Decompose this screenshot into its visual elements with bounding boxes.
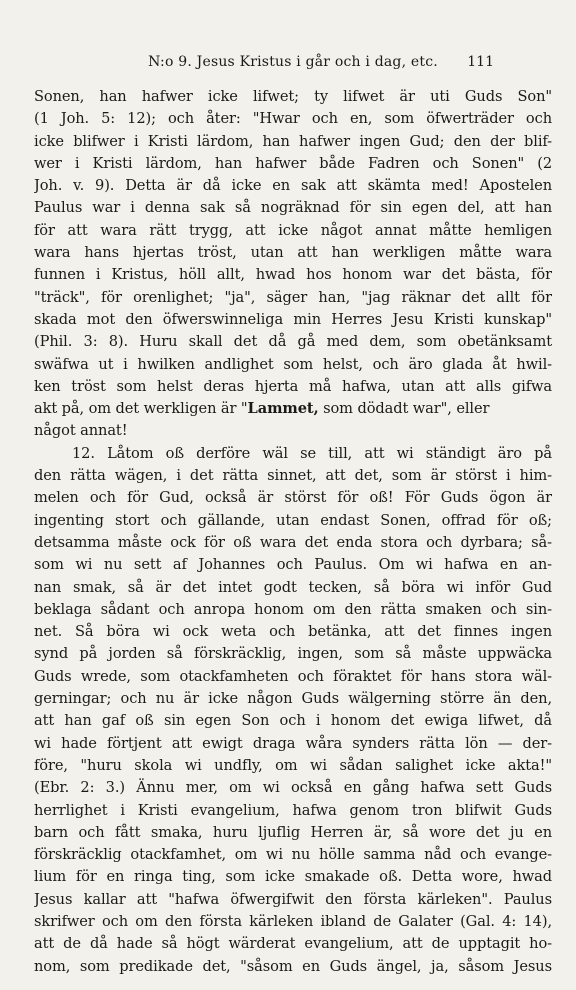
text-line-start: akt på, om det werkligen är " (34, 400, 248, 418)
text-line: skrifwer och om den första kärleken ibland de Galater (Gal. 4: 14), (34, 912, 552, 930)
text-line: Joh. v. 9). Detta är då icke en sak att skämta med! Apostelen (34, 177, 552, 195)
text-line: (1 Joh. 5: 12); och åter: "Hwar och en, som öfwerträder och (34, 110, 552, 128)
text-line: nom, som predikade det, "såsom en Guds ängel, ja, såsom Jesus (34, 957, 552, 975)
text-line: barn och fått smaka, huru ljuflig Herren är, så wore det ju en (34, 823, 552, 841)
text-line: ken tröst som helst deras hjerta må hafwa, utan att alls gifwa (34, 377, 552, 395)
text-line: wi hade förtjent att ewigt draga wåra synders rätta lön — der- (34, 734, 552, 752)
running-title: N:o 9. Jesus Kristus i går och i dag, etc. (148, 54, 438, 70)
text-line: att de då hade så högt wärderat evangelium, att de upptagit ho- (34, 935, 552, 953)
text-line: nan smak, så är det intet godt tecken, så böra wi inför Gud (34, 578, 552, 596)
text-line: melen och för Gud, också är störst för oß! För Guds ögon är (34, 489, 552, 507)
text-line: ingenting stort och gällande, utan endast Sonen, offrad för oß; (34, 511, 552, 529)
text-line: herrlighet i Kristi evangelium, hafwa genom tron blifwit Guds (34, 801, 552, 819)
text-line: förskräcklig otackfamhet, om wi nu hölle samma nåd och evange- (34, 846, 552, 864)
text-line: gerningar; och nu är icke någon Guds wälgerning större än den, (34, 690, 552, 708)
text-line: Jesus kallar att "hafwa öfwergifwit den första kärleken". Paulus (34, 890, 552, 908)
text-line: beklaga sådant och anropa honom om den rätta smaken och sin- (34, 600, 552, 618)
text-line: för att wara rätt trygg, att icke något annat måtte hemligen (34, 221, 552, 239)
emphasized-word: Lammet, (247, 400, 319, 418)
text-line-end: som dödadt war", eller (318, 400, 490, 418)
text-line: Sonen, han hafwer icke lifwet; ty lifwet är uti Guds Son" (34, 88, 552, 105)
text-line: (Ebr. 2: 3.) Ännu mer, om wi också en gång hafwa sett Guds (34, 779, 552, 797)
text-line: som wi nu sett af Johannes och Paulus. Om wi hafwa en an- (34, 556, 552, 574)
text-line: net. Så böra wi ock weta och betänka, att det finnes ingen (34, 623, 552, 641)
text-line: före, "huru skola wi undfly, om wi sådan salighet icke akta!" (34, 756, 552, 774)
text-line: detsamma måste ock för oß wara det enda stora och dyrbara; så- (34, 533, 552, 551)
text-line: wer i Kristi lärdom, han hafwer både Fadren och Sonen" (2 (34, 154, 552, 172)
page-number: 111 (467, 54, 494, 70)
body-text (34, 86, 552, 978)
paragraph-start-line: 12. Låtom oß derföre wäl se till, att wi ständigt äro på (72, 444, 552, 462)
text-line: swäfwa ut i hwilken andlighet som helst, och äro glada åt hwil- (34, 355, 552, 373)
text-line: synd på jorden så förskräcklig, ingen, som så måste uppwäcka (34, 645, 552, 663)
text-line: Paulus war i denna sak så nogräknad för sin egen del, att han (34, 199, 552, 217)
text-line: Guds wrede, som otackfamheten och föraktet för hans stora wäl- (34, 667, 552, 685)
text-line: icke blifwer i Kristi lärdom, han hafwer ingen Gud; den der blif- (34, 132, 552, 150)
text-line: funnen i Kristus, höll allt, hwad hos honom war det bästa, för (34, 266, 552, 284)
text-line-with-emphasis (34, 398, 552, 420)
text-line: lium för en ringa ting, som icke smakade oß. Detta wore, hwad (34, 868, 552, 886)
text-line: (Phil. 3: 8). Huru skall det då gå med dem, som obetänksamt (34, 333, 552, 351)
text-line: att han gaf oß sin egen Son och i honom det ewiga lifwet, då (34, 712, 552, 730)
text-line: "träck", för orenlighet; "ja", säger han, "jag räknar det allt för (34, 288, 552, 306)
text-line: wara hans hjertas tröst, utan att han werkligen måtte wara (34, 244, 552, 262)
text-line: den rätta wägen, i det rätta sinnet, att det, som är störst i him- (34, 467, 552, 485)
text-line: skada mot den öfwerswinneliga min Herres Jesu Kristi kunskap" (34, 310, 552, 328)
page-header (34, 50, 552, 74)
text-line: något annat! (34, 422, 128, 440)
